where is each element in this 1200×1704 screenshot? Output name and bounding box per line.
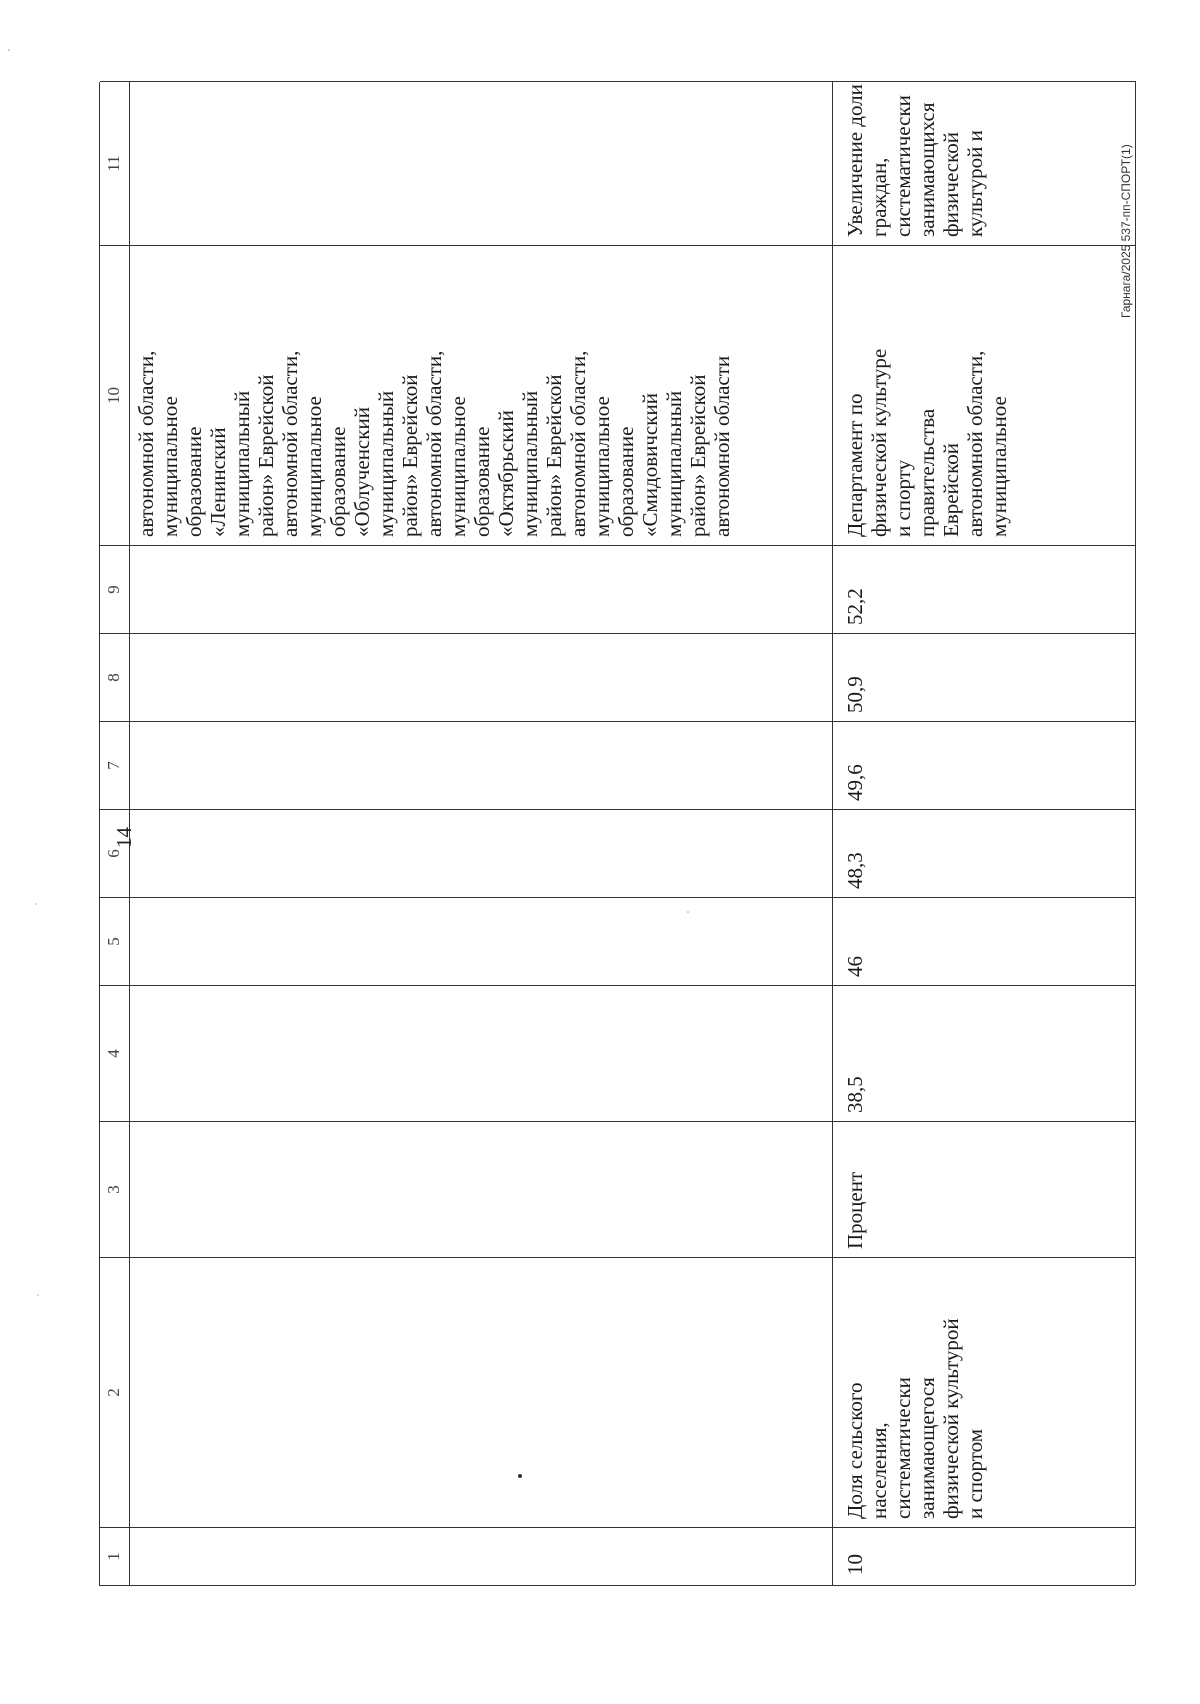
text-line: образование	[614, 426, 638, 537]
page-number: 14	[112, 827, 136, 848]
column-header-8: 8	[100, 633, 130, 721]
text-line: «Ленинский	[206, 427, 230, 537]
text-line: район» Еврейской	[686, 374, 710, 537]
text-line: муниципальный	[374, 390, 398, 537]
text-line: образование	[470, 426, 494, 537]
column-header-2: 2	[100, 1257, 130, 1527]
text-line: физической культурой	[939, 1318, 963, 1519]
text-line: муниципальное	[158, 396, 182, 537]
scan-speck	[35, 903, 37, 905]
scan-speck	[8, 49, 10, 51]
text-line: Доля сельского	[843, 1382, 867, 1519]
text-line: занимающегося	[915, 1377, 939, 1519]
value-cell-7: 49,6	[833, 721, 1136, 809]
text-line: автономной области,	[134, 350, 158, 537]
text-line: автономной области,	[566, 350, 590, 537]
text-line: Департамент по	[843, 393, 867, 537]
continued-row-col4	[130, 985, 833, 1121]
responsible-cell	[833, 245, 1136, 545]
column-header-3: 3	[100, 1121, 130, 1257]
text-line: «Октябрьский	[494, 410, 518, 537]
continued-row-col5	[130, 897, 833, 985]
unit-cell: Процент	[833, 1121, 1136, 1257]
text-line: и спортом	[963, 1428, 987, 1519]
continued-responsible-cell	[130, 245, 833, 545]
continued-row-col6	[130, 809, 833, 897]
text-line: муниципальное	[302, 396, 326, 537]
text-line: муниципальное	[446, 396, 470, 537]
column-header-9: 9	[100, 545, 130, 633]
text-line: муниципальное	[987, 396, 1011, 537]
text-line: и спорту	[891, 459, 915, 537]
continued-row-col8	[130, 633, 833, 721]
text-line: культурой и	[963, 130, 987, 237]
text-line: муниципальный	[518, 390, 542, 537]
text-line: «Облученский	[350, 407, 374, 537]
text-line: автономной области,	[963, 350, 987, 537]
column-header-4: 4	[100, 985, 130, 1121]
text-line: образование	[182, 426, 206, 537]
text-line: «Смидовичский	[638, 393, 662, 537]
indicator-table	[99, 82, 1135, 1586]
text-line: правительства	[915, 408, 939, 537]
text-line: район» Еврейской	[398, 374, 422, 537]
column-header-7: 7	[100, 721, 130, 809]
document-stamp: Гарнага/2025 537-пп-СПОРТ(1)	[1119, 144, 1133, 318]
continued-row-col3	[130, 1121, 833, 1257]
text-line: населения,	[867, 1422, 891, 1519]
value-cell-9: 52,2	[833, 545, 1136, 633]
text-line: муниципальный	[230, 390, 254, 537]
value-cell-8: 50,9	[833, 633, 1136, 721]
continued-row-col9	[130, 545, 833, 633]
text-line: систематически	[891, 95, 915, 237]
column-header-6: 6	[100, 809, 130, 897]
row-number-cell: 10	[833, 1527, 1136, 1585]
text-line: автономной области,	[278, 350, 302, 537]
continued-row-col11	[130, 81, 833, 245]
text-line: Еврейской	[939, 443, 963, 537]
scan-speck	[37, 1294, 39, 1296]
expected-result-cell	[833, 81, 1136, 245]
text-line: систематически	[891, 1377, 915, 1519]
continued-row-col2	[130, 1257, 833, 1527]
text-line: Увеличение доли	[843, 84, 867, 237]
text-line: район» Еврейской	[542, 374, 566, 537]
text-line: образование	[326, 426, 350, 537]
text-line: автономной области	[710, 355, 734, 537]
text-line: муниципальное	[590, 396, 614, 537]
value-cell-5: 46	[833, 897, 1136, 985]
text-line: район» Еврейской	[254, 374, 278, 537]
column-header-10: 10	[100, 245, 130, 545]
value-cell-4: 38,5	[833, 985, 1136, 1121]
continued-row-col1	[130, 1527, 833, 1585]
text-line: занимающихся	[915, 102, 939, 237]
value-cell-6: 48,3	[833, 809, 1136, 897]
indicator-name-cell	[833, 1257, 1136, 1527]
text-line: автономной области,	[422, 350, 446, 537]
text-line: физической	[939, 132, 963, 237]
text-line: физической культуре	[867, 348, 891, 537]
text-line: граждан,	[867, 157, 891, 237]
column-header-1: 1	[100, 1527, 130, 1585]
continued-row-col7	[130, 721, 833, 809]
text-line: муниципальный	[662, 390, 686, 537]
column-header-11: 11	[100, 81, 130, 245]
column-header-5: 5	[100, 897, 130, 985]
